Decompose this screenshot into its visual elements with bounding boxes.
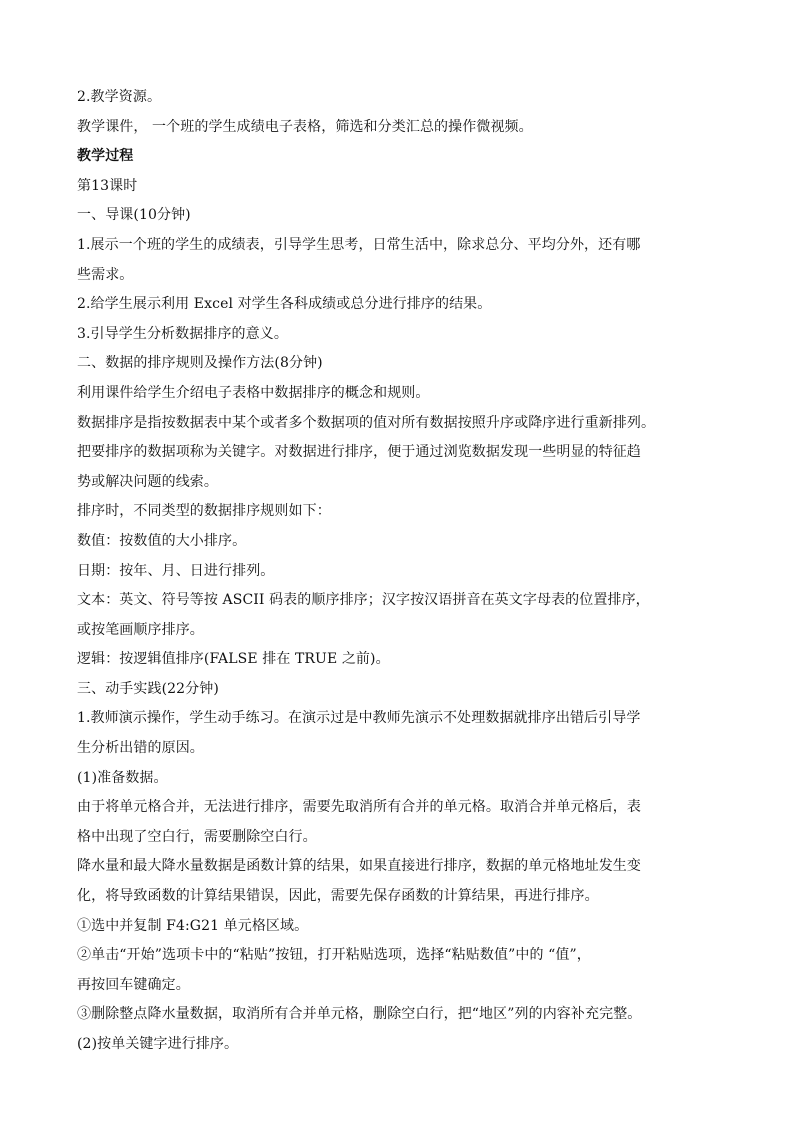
paragraph: 由于将单元格合并，无法进行排序，需要先取消所有合并的单元格。取消合并单元格后，表 xyxy=(77,799,641,816)
paragraph: 把要排序的数据项称为关键字。对数据进行排序，便于通过浏览数据发现一些明显的特征趋 xyxy=(77,444,641,461)
step-item: 再按回车键确定。 xyxy=(77,976,190,993)
paragraph: 2.给学生展示利用 Excel 对学生各科成绩或总分进行排序的结果。 xyxy=(77,296,492,313)
paragraph: 生分析出错的原因。 xyxy=(77,740,204,757)
paragraph: 排序时，不同类型的数据排序规则如下： xyxy=(77,503,331,520)
subsection-heading: 三、动手实践(22分钟) xyxy=(77,680,219,697)
paragraph: 降水量和最大降水量数据是函数计算的结果，如果直接进行排序，数据的单元格地址发生变 xyxy=(77,858,641,875)
step-heading: (2)按单关键字进行排序。 xyxy=(77,1036,239,1052)
paragraph: 3.引导学生分析数据排序的意义。 xyxy=(77,325,288,342)
paragraph: 格中出现了空白行，需要删除空白行。 xyxy=(77,828,317,845)
lesson-period: 第13课时 xyxy=(77,177,138,194)
rule-item: 数值：按数值的大小排序。 xyxy=(77,532,247,549)
subsection-heading: 一、导课(10分钟) xyxy=(77,207,191,224)
paragraph: 些需求。 xyxy=(77,266,134,283)
section-item-heading: 2.教学资源。 xyxy=(77,89,162,105)
paragraph: 1.展示一个班的学生的成绩表，引导学生思考，日常生活中，除求总分、平均分外，还有哪 xyxy=(77,236,641,253)
paragraph: 教学课件， 一个班的学生成绩电子表格，筛选和分类汇总的操作微视频。 xyxy=(77,118,533,135)
rule-item: 逻辑：按逻辑值排序(FALSE 排在 TRUE 之前)。 xyxy=(77,651,390,668)
section-heading: 教学过程 xyxy=(77,148,134,165)
document-body xyxy=(77,83,725,1060)
step-item: ②单击“开始”选项卡中的“粘贴”按钮，打开粘贴选项，选择“粘贴数值”中的 “值”， xyxy=(77,947,591,964)
rule-item: 或按笔画顺序排序。 xyxy=(77,621,204,638)
paragraph: 1.教师演示操作，学生动手练习。在演示过是中教师先演示不处理数据就排序出错后引导学 xyxy=(77,710,641,727)
paragraph: 利用课件给学生介绍电子表格中数据排序的概念和规则。 xyxy=(77,384,430,401)
paragraph: 势或解决问题的线索。 xyxy=(77,473,218,490)
rule-item: 日期：按年、月、日进行排列。 xyxy=(77,562,275,579)
subsection-heading: 二、数据的排序规则及操作方法(8分钟) xyxy=(77,355,323,372)
step-item: ③删除整点降水量数据，取消所有合并单元格，删除空白行，把“地区”列的内容补充完整。 xyxy=(77,1006,642,1023)
step-heading: (1)准备数据。 xyxy=(77,769,168,786)
paragraph: 数据排序是指按数据表中某个或者多个数据项的值对所有数据按照升序或降序进行重新排列。 xyxy=(77,414,656,431)
step-item: ①选中并复制 F4:G21 单元格区域。 xyxy=(77,917,309,934)
rule-item: 文本：英文、符号等按 ASCII 码表的顺序排序；汉字按汉语拼音在英文字母表的位置排序， xyxy=(77,592,650,609)
paragraph: 化，将导致函数的计算结果错误，因此，需要先保存函数的计算结果，再进行排序。 xyxy=(77,888,599,905)
